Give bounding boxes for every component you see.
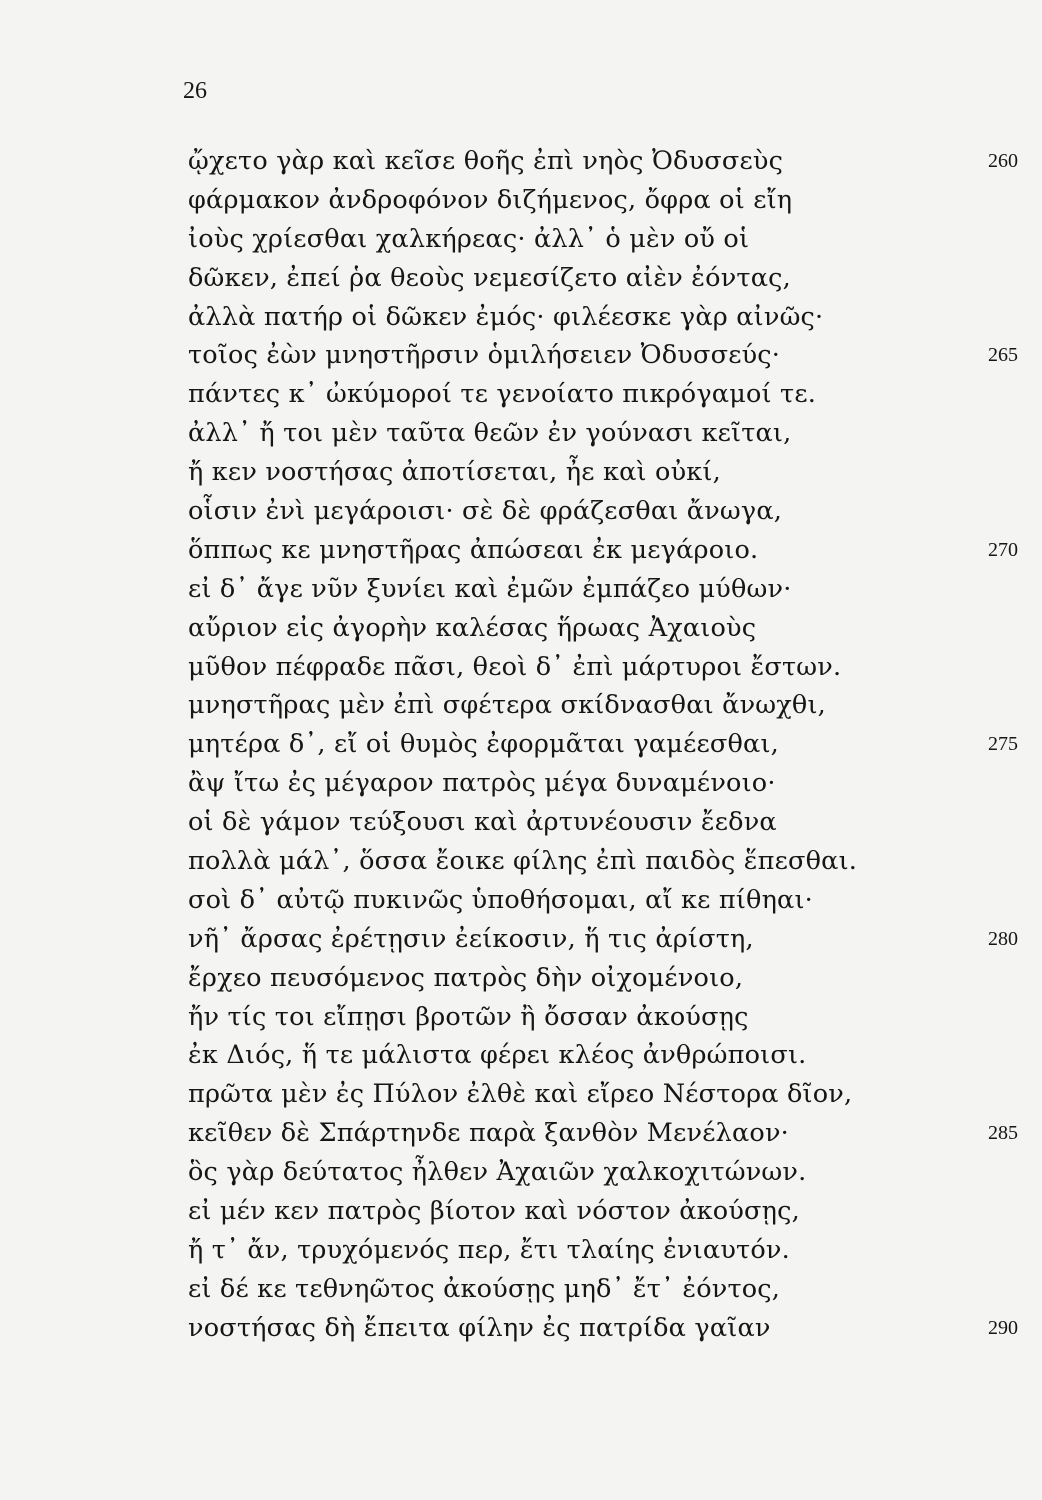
verse-text: οἱ δὲ γάμον τεύξουσι καὶ ἀρτυνέουσιν ἔεδνα bbox=[188, 807, 777, 838]
verse-line bbox=[188, 1309, 1018, 1348]
verse-text: ἤ τ᾽ ἄν, τρυχόμενός περ, ἔτι τλαίης ἐνιαυτόν. bbox=[188, 1234, 790, 1265]
verse-text: ἤν τίς τοι εἴπῃσι βροτῶν ἢ ὄσσαν ἀκούσῃς bbox=[188, 1001, 749, 1032]
verse-text: ἤ κεν νοστήσας ἀποτίσεται, ἦε καὶ οὐκί, bbox=[188, 457, 721, 488]
verse-line bbox=[188, 453, 1018, 492]
verse-text: ἂψ ἴτω ἐς μέγαρον πατρὸς μέγα δυναμένοιο· bbox=[188, 768, 776, 799]
verse-line bbox=[188, 1192, 1018, 1231]
line-number: 285 bbox=[988, 1122, 1018, 1145]
verse-line bbox=[188, 492, 1018, 531]
verse-line bbox=[188, 842, 1018, 881]
verse-line bbox=[188, 570, 1018, 609]
verse-line bbox=[188, 1270, 1018, 1309]
verse-line bbox=[188, 298, 1018, 337]
verse-text: ὅππως κε μνηστῆρας ἀπώσεαι ἐκ μεγάροιο. bbox=[188, 534, 759, 565]
verse-text: εἰ μέν κεν πατρὸς βίοτον καὶ νόστον ἀκούσῃς, bbox=[188, 1196, 800, 1227]
line-number: 290 bbox=[988, 1316, 1018, 1339]
verse-text: ἀλλὰ πατήρ οἱ δῶκεν ἐμός· φιλέεσκε γὰρ αἰνῶς· bbox=[188, 301, 824, 332]
verse-text: πρῶτα μὲν ἐς Πύλον ἐλθὲ καὶ εἴρεο Νέστορα δῖον, bbox=[188, 1079, 853, 1110]
verse-line bbox=[188, 375, 1018, 414]
verse-line bbox=[188, 1153, 1018, 1192]
line-number: 280 bbox=[988, 927, 1018, 950]
verse-block bbox=[188, 142, 1018, 1348]
verse-text: ἰοὺς χρίεσθαι χαλκήρεας· ἀλλ᾽ ὁ μὲν οὔ οἱ bbox=[188, 223, 750, 254]
verse-line bbox=[188, 531, 1018, 570]
verse-text: κεῖθεν δὲ Σπάρτηνδε παρὰ ξανθὸν Μενέλαον· bbox=[188, 1118, 789, 1149]
verse-line bbox=[188, 881, 1018, 920]
verse-line bbox=[188, 142, 1018, 181]
verse-line bbox=[188, 1231, 1018, 1270]
line-number: 270 bbox=[988, 538, 1018, 561]
verse-text: ᾤχετο γὰρ καὶ κεῖσε θοῆς ἐπὶ νηὸς Ὀδυσσεὺς bbox=[188, 146, 784, 176]
line-number: 260 bbox=[988, 150, 1018, 172]
verse-text: εἰ δέ κε τεθνηῶτος ἀκούσῃς μηδ᾽ ἔτ᾽ ἐόντος, bbox=[188, 1273, 781, 1304]
verse-line bbox=[188, 336, 1018, 375]
line-number: 275 bbox=[988, 733, 1018, 756]
verse-line bbox=[188, 959, 1018, 998]
verse-line bbox=[188, 259, 1018, 298]
verse-line bbox=[188, 648, 1018, 687]
verse-line bbox=[188, 725, 1018, 764]
verse-text: ἐκ Διός, ἥ τε μάλιστα φέρει κλέος ἀνθρώποισι. bbox=[188, 1040, 807, 1071]
verse-line bbox=[188, 181, 1018, 220]
verse-line bbox=[188, 764, 1018, 803]
verse-text: μνηστῆρας μὲν ἐπὶ σφέτερα σκίδνασθαι ἄνωχθι, bbox=[188, 690, 826, 721]
verse-line bbox=[188, 686, 1018, 725]
verse-line bbox=[188, 920, 1018, 959]
page-number: 26 bbox=[183, 78, 207, 104]
verse-text: μῦθον πέφραδε πᾶσι, θεοὶ δ᾽ ἐπὶ μάρτυροι ἔστων. bbox=[188, 651, 842, 682]
verse-text: πάντες κ᾽ ὠκύμοροί τε γενοίατο πικρόγαμοί τε. bbox=[188, 379, 817, 410]
verse-text: εἰ δ᾽ ἄγε νῦν ξυνίει καὶ ἐμῶν ἐμπάζεο μύθων· bbox=[188, 573, 792, 604]
verse-line bbox=[188, 998, 1018, 1037]
verse-text: φάρμακον ἀνδροφόνον διζήμενος, ὄφρα οἱ εἴη bbox=[188, 184, 793, 215]
verse-text: ὃς γὰρ δεύτατος ἦλθεν Ἀχαιῶν χαλκοχιτώνων. bbox=[188, 1157, 807, 1188]
line-number: 265 bbox=[988, 344, 1018, 367]
verse-text: ἀλλ᾽ ἤ τοι μὲν ταῦτα θεῶν ἐν γούνασι κεῖται, bbox=[188, 418, 792, 449]
verse-text: δῶκεν, ἐπεί ῥα θεοὺς νεμεσίζετο αἰὲν ἐόντας, bbox=[188, 262, 791, 293]
verse-line bbox=[188, 1114, 1018, 1153]
verse-text: αὔριον εἰς ἀγορὴν καλέσας ἥρωας Ἀχαιοὺς bbox=[188, 612, 757, 643]
verse-text: τοῖος ἐὼν μνηστῆρσιν ὁμιλήσειεν Ὀδυσσεύς· bbox=[188, 340, 781, 371]
verse-text: ἔρχεο πευσόμενος πατρὸς δὴν οἰχομένοιο, bbox=[188, 962, 744, 993]
verse-line bbox=[188, 1075, 1018, 1114]
verse-text: νοστήσας δὴ ἔπειτα φίλην ἐς πατρίδα γαῖαν bbox=[188, 1312, 771, 1343]
verse-text: οἷσιν ἐνὶ μεγάροισι· σὲ δὲ φράζεσθαι ἄνωγα, bbox=[188, 496, 783, 527]
verse-line bbox=[188, 220, 1018, 259]
verse-line bbox=[188, 414, 1018, 453]
verse-line bbox=[188, 1036, 1018, 1075]
verse-line bbox=[188, 609, 1018, 648]
verse-text: πολλὰ μάλ᾽, ὅσσα ἔοικε φίλης ἐπὶ παιδὸς ἕπεσθαι. bbox=[188, 846, 858, 877]
verse-text: νῆ᾽ ἄρσας ἐρέτῃσιν ἐείκοσιν, ἥ τις ἀρίστη, bbox=[188, 923, 754, 954]
verse-text: μητέρα δ᾽, εἴ οἱ θυμὸς ἐφορμᾶται γαμέεσθαι, bbox=[188, 729, 779, 760]
verse-text: σοὶ δ᾽ αὐτῷ πυκινῶς ὑποθήσομαι, αἴ κε πίθηαι· bbox=[188, 884, 813, 915]
verse-line bbox=[188, 803, 1018, 842]
